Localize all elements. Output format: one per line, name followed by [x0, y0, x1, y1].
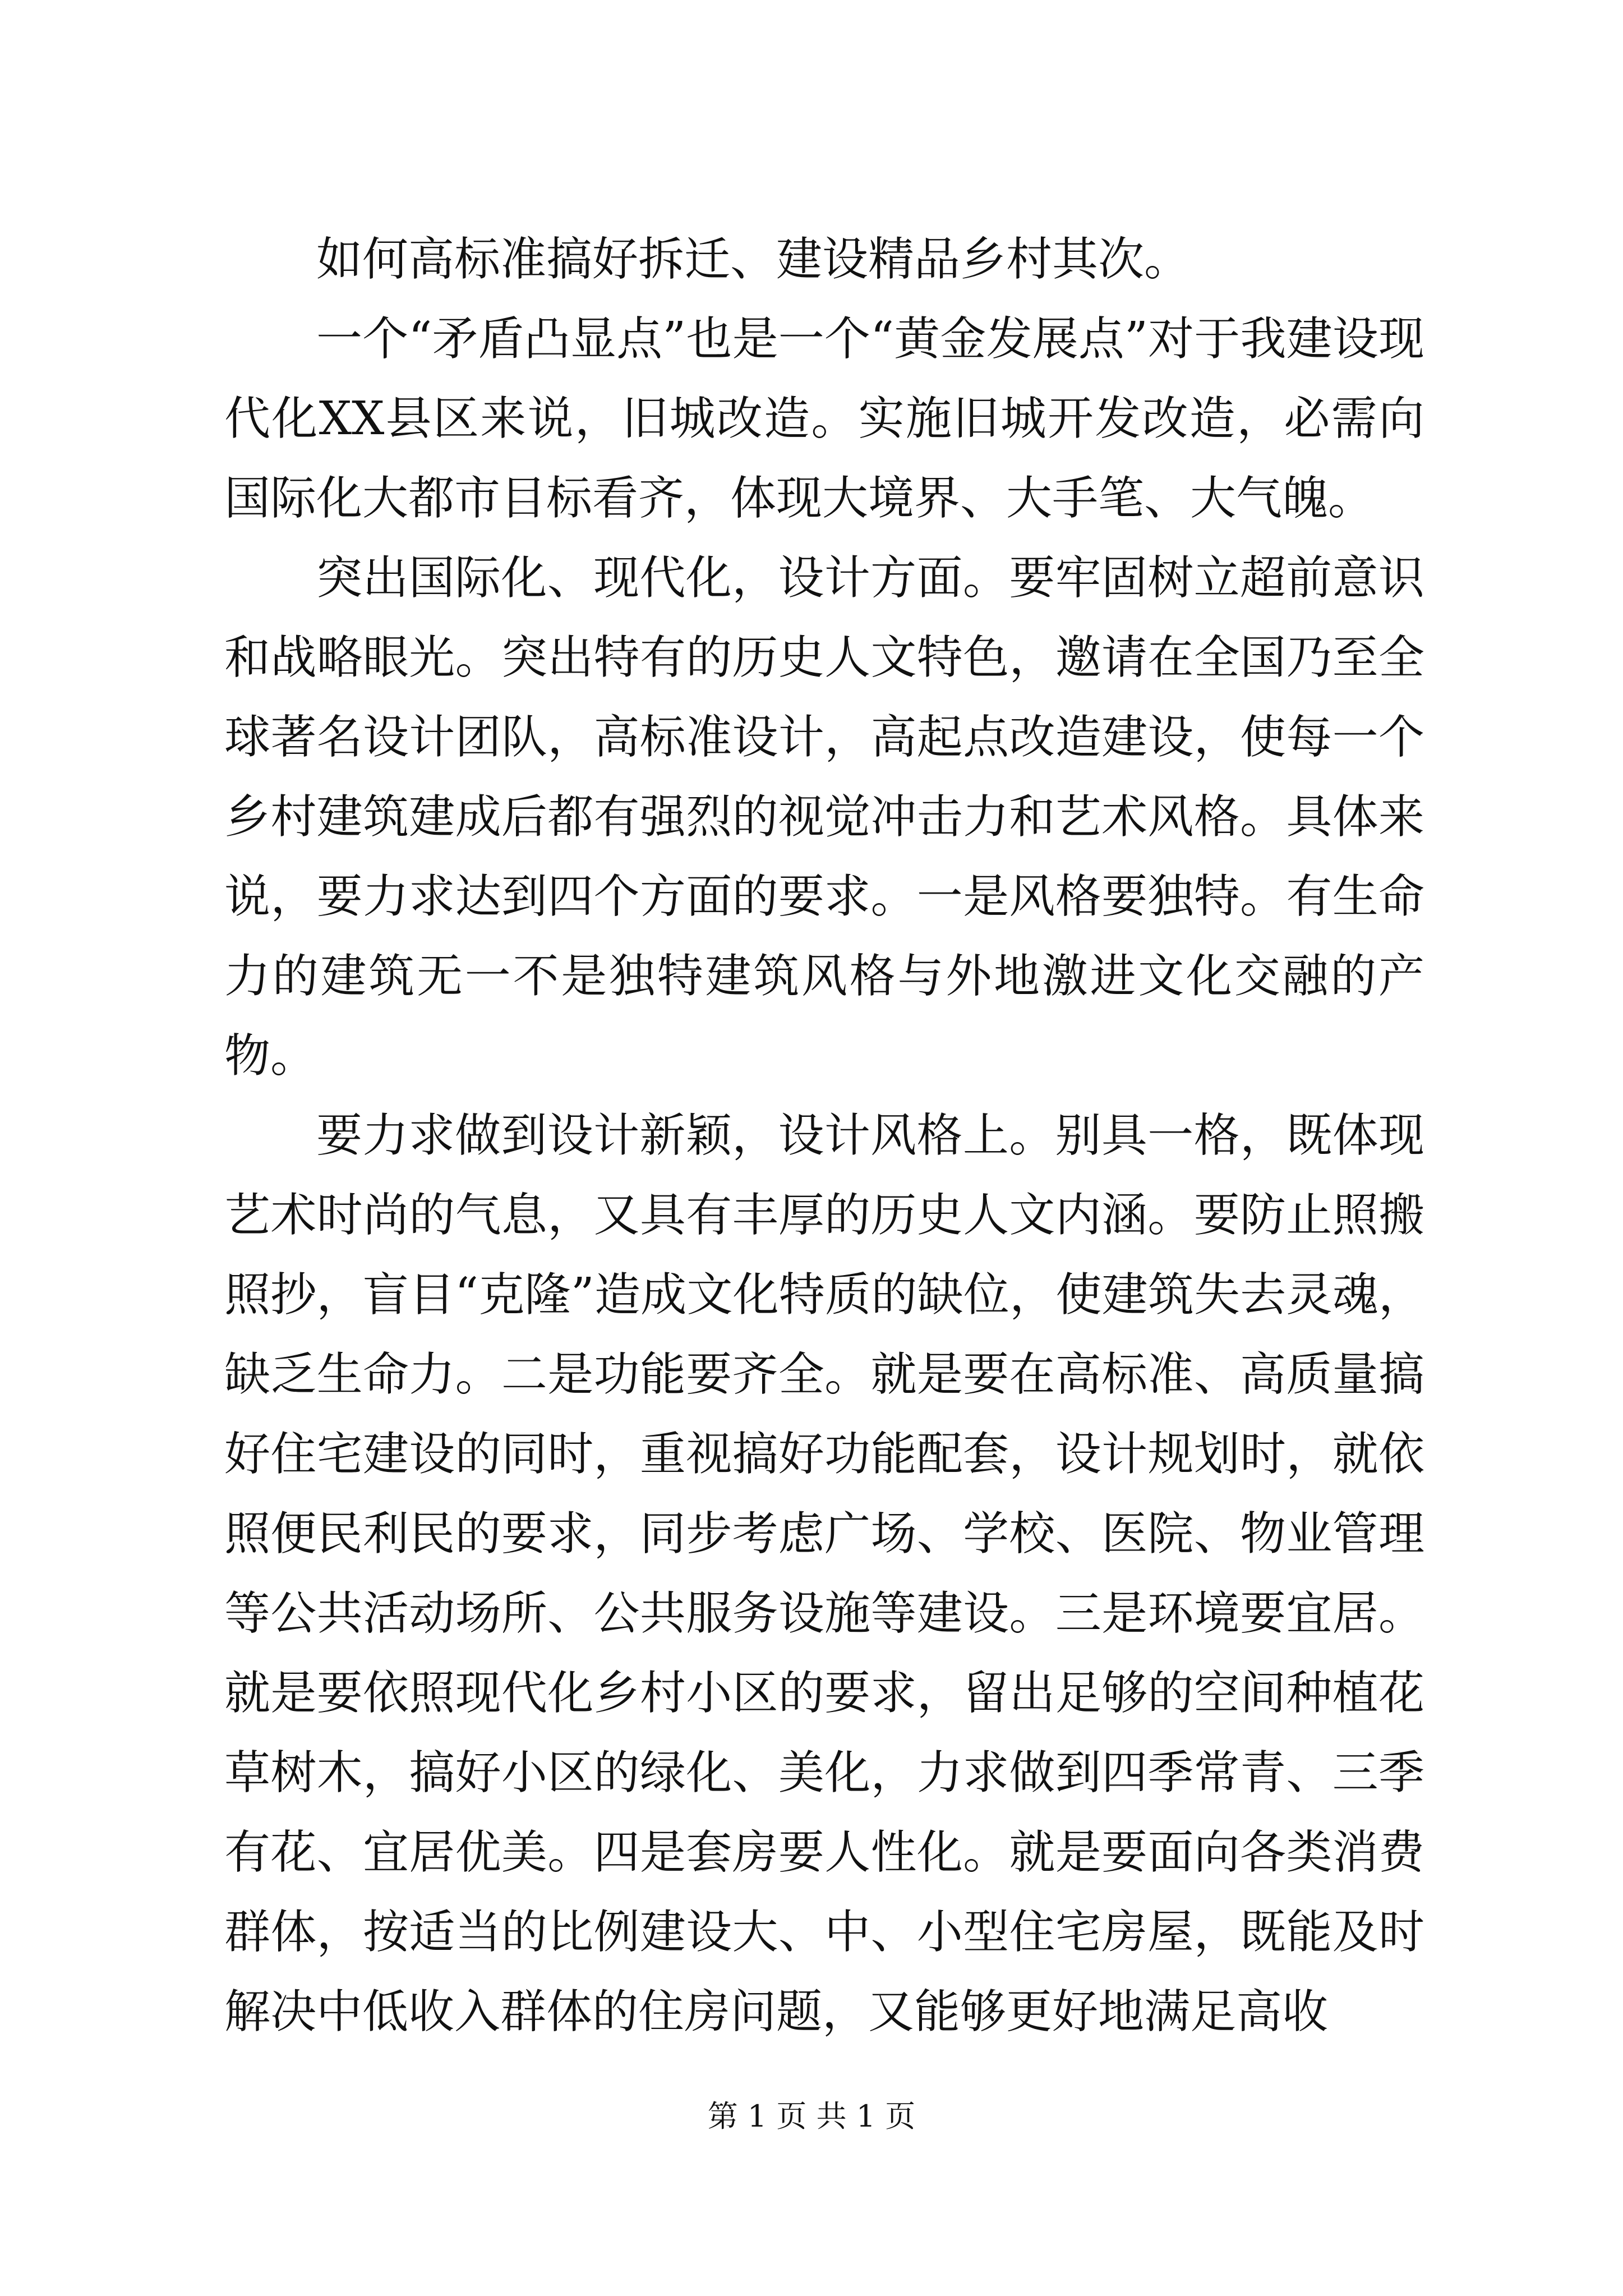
document-body: [224, 220, 1424, 2052]
page-footer: 第 1 页 共 1 页: [707, 2099, 916, 2134]
paragraph-4: 要力求做到设计新颖，设计风格上。别具一格，既体现艺术时尚的气息，又具有丰厚的历史人文内涵。要防止照搬照抄，盲目“克隆”造成文化特质的缺位，使建筑失去灵魂，缺乏生命力。二是功能要齐全。就是要在高标准、高质量搞好住宅建设的同时，重视搞好功能配套，设计规划时，就依照便民利民的要求，同步考虑广场、学校、医院、物业管理等公共活动场所、公共服务设施等建设。三是环境要宜居。就是要依照现代化乡村小区的要求，留出足够的空间种植花草树木，搞好小区的绿化、美化，力求做到四季常青、三季有花、宜居优美。四是套房要人性化。就是要面向各类消费群体，按适当的比例建设大、中、小型住宅房屋，既能及时解决中低收入群体的住房问题，又能够更好地满足高收: [224, 1109, 1424, 2039]
paragraph-1: 如何高标准搞好拆迁、建设精品乡村其次。: [316, 233, 1191, 286]
paragraph-3: 突出国际化、现代化，设计方面。要牢固树立超前意识和战略眼光。突出特有的历史人文特色，邀请在全国乃至全球著名设计团队，高标准设计，高起点改造建设，使每一个乡村建筑建成后都有强烈的视觉冲击力和艺术风格。具体来说，要力求达到四个方面的要求。一是风格要独特。有生命力的建筑无一不是独特建筑风格与外地激进文化交融的产物。: [224, 551, 1424, 1083]
paragraph-2: 一个“矛盾凸显点”也是一个“黄金发展点”对于我建设现代化XX县区来说，旧城改造。实施旧城开发改造，必需向国际化大都市目标看齐，体现大境界、大手笔、大气魄。: [224, 312, 1424, 525]
